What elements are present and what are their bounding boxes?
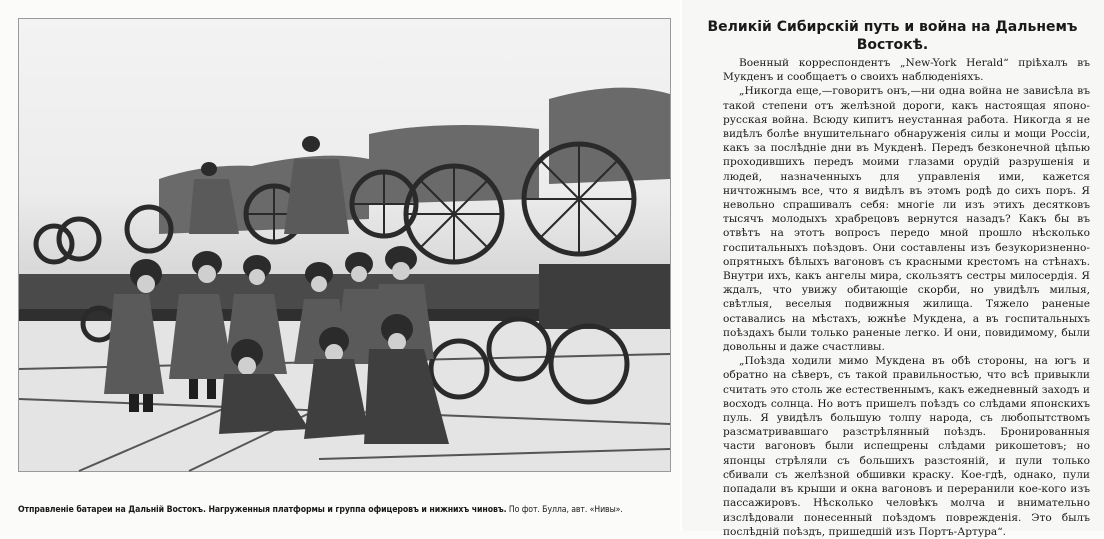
article-paragraph: Военный корреспондентъ „New-York Herald“ пріѣхалъ въ Мукденъ и сообщаетъ о своихъ наблюденіяхъ.: [723, 57, 1090, 84]
caption-credit: По фот. Булла, авт. «Нивы».: [508, 505, 623, 515]
photograph-icon: [19, 19, 670, 471]
article-headline: Великій Сибирскій путь и война на Дальнемъ Востокѣ.: [707, 19, 1078, 53]
article-paragraph: „Поѣзда ходили мимо Мукдена въ обѣ стороны, на югъ и обратно на сѣверъ, съ такой правильностью, что всѣ привыкли считать это столь же естественнымъ, какъ ежедневный заходъ и восходъ солнца. Но вотъ пришелъ поѣздъ со слѣдами японскихъ пуль. Я увидѣлъ большую толпу народа, съ любопытствомъ разсматривавшаго разстрѣлянный поѣздъ. Бронированныя части вагоновъ были испещрены слѣдами рикошетовъ; но японцы стрѣляли съ большихъ разстояній, и пули только сбивали съ желѣзной обшивки краску. Кое-гдѣ, однако, пули попадали въ крыши и окна вагоновъ и переранили кое-кого изъ пассажировъ. Нѣсколько человѣкъ молча и внимательно изслѣдовали понесенный поѣздомъ поврежденія. Это былъ послѣдній поѣздъ, пришедшій изъ Портъ-Артура“.: [723, 355, 1090, 538]
photograph: [18, 18, 671, 472]
photo-caption: [18, 505, 678, 516]
caption-title: Отправленіе батареи на Дальній Востокъ. Нагруженныя платформы и группа офицеровъ и нижнихъ чиновъ.: [18, 505, 507, 515]
article-paragraph: „Никогда еще,—говоритъ онъ,—ни одна война не зависѣла въ такой степени отъ желѣзной дороги, какъ настоящая японо-русская война. Всюду кипитъ неустанная работа. Никогда я не видѣлъ болѣе внушительнаго обнаруженія силы и мощи Россіи, какъ за послѣдніе дни въ Мукденѣ. Передъ безконечной цѣпью проходившихъ передъ моими глазами орудій разрушенія и людей, назначенныхъ для управленія ими, кажется ничтожнымъ все, что я видѣлъ въ этомъ родѣ до сихъ поръ. Я невольно спрашивалъ себя: многіе ли изъ этихъ десятковъ тысячъ молодыхъ храбрецовъ вернутся назадъ? Какъ бы въ отвѣтъ на этотъ вопросъ передо мной прошло нѣсколько госпитальныхъ поѣздовъ. Они составлены изъ безукоризненно-опрятныхъ бѣлыхъ вагоновъ съ красными крестомъ на стѣнахъ. Внутри ихъ, какъ ангелы мира, скользятъ сестры милосердія. Я ждалъ, что увижу обитающіе скорби, но увидѣлъ милыя, свѣтлыя, веселыя подвижныя жилища. Тяжело раненые оставались на мѣстахъ, южнѣе Мукдена, а въ госпитальныхъ поѣздахъ были только раненые легко. И они, повидимому, были довольны и даже счастливы.: [723, 85, 1090, 354]
article-body: [723, 56, 1090, 538]
